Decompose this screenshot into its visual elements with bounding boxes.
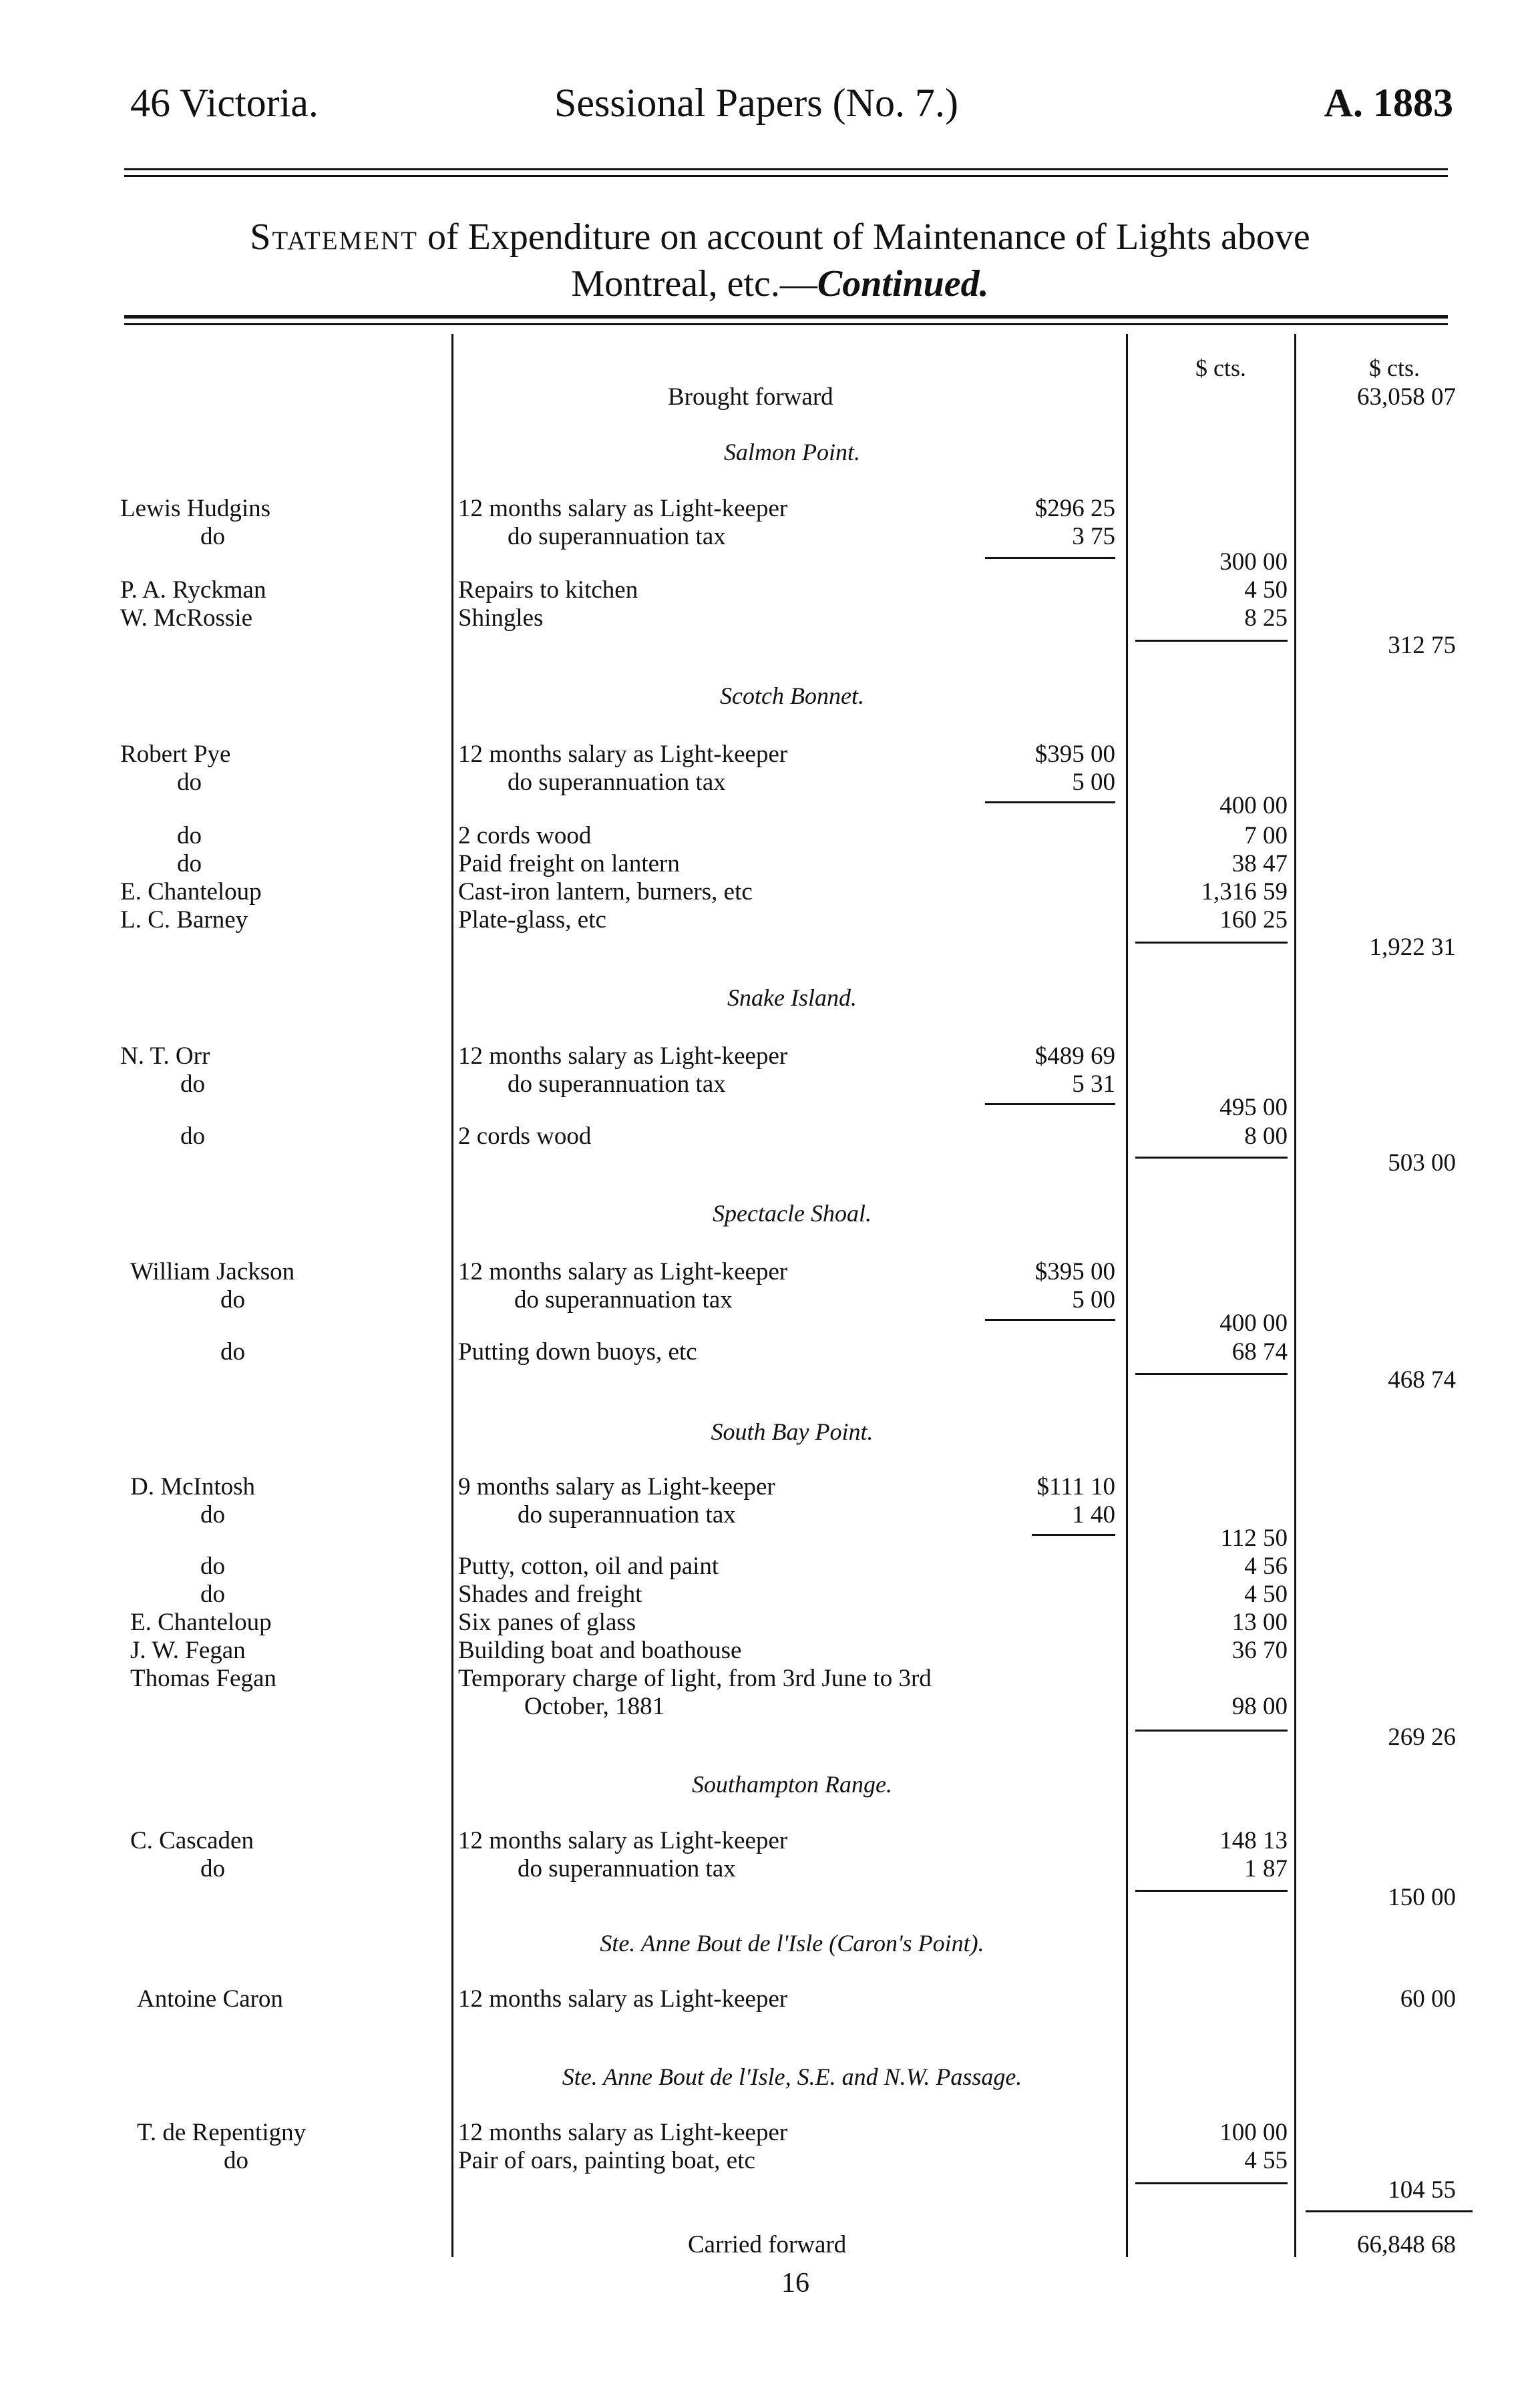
description: Putty, cotton, oil and paint	[458, 1553, 719, 1580]
table-row	[0, 1122, 1540, 1151]
payee: do	[177, 850, 202, 877]
section-total-row	[0, 933, 1540, 962]
description: Paid freight on lantern	[458, 850, 680, 877]
table-row	[0, 1580, 1540, 1609]
title-lead: Statement	[250, 216, 419, 258]
description: Repairs to kitchen	[458, 576, 638, 604]
description: 12 months salary as Light-keeper	[458, 741, 788, 768]
description: do superannuation tax	[514, 1286, 733, 1314]
amount: 400 00	[1219, 792, 1288, 819]
brought-forward-label: Brought forward	[668, 383, 833, 411]
table-row	[0, 1636, 1540, 1665]
section-total: 104 55	[1388, 2176, 1456, 2204]
table-row	[0, 1472, 1540, 1502]
table-row	[0, 1826, 1540, 1856]
column-head-1: $ cts.	[1195, 355, 1246, 381]
section-caption-text: Ste. Anne Bout de l'Isle, S.E. and N.W. Passage.	[562, 2063, 1022, 2090]
amount: 1,316 59	[1201, 878, 1288, 906]
amount-row	[0, 1309, 1540, 1338]
payee: P. A. Ryckman	[120, 576, 266, 604]
payee: do	[200, 523, 225, 550]
description: October, 1881	[524, 1693, 665, 1720]
amount: 8 25	[1244, 604, 1288, 632]
amount: 4 55	[1244, 2147, 1288, 2174]
table-row	[0, 2118, 1540, 2148]
payee: W. McRossie	[120, 604, 253, 632]
amount: 112 50	[1220, 1525, 1288, 1552]
title-rule-1	[124, 315, 1448, 319]
header-rule-top	[124, 168, 1448, 170]
sub-amount: 1 40	[1072, 1501, 1115, 1529]
section-total: 150 00	[1388, 1884, 1456, 1911]
payee: T. de Repentigny	[137, 2119, 307, 2146]
section-caption-text: Salmon Point.	[724, 439, 860, 465]
amount: 98 00	[1231, 1693, 1288, 1720]
description: 12 months salary as Light-keeper	[458, 1985, 788, 2013]
column-head-2: $ cts.	[1369, 355, 1420, 381]
amount-row	[0, 1093, 1540, 1123]
table-row	[0, 2146, 1540, 2176]
section-caption-text: Spectacle Shoal.	[713, 1200, 872, 1227]
amount: 148 13	[1219, 1827, 1288, 1854]
payee: Robert Pye	[120, 741, 231, 768]
brought-forward-total: 63,058 07	[1357, 383, 1456, 411]
description: 12 months salary as Light-keeper	[458, 1042, 788, 1070]
carried-forward-total: 66,848 68	[1357, 2231, 1456, 2258]
sub-amount: $296 25	[1034, 495, 1115, 522]
payee: do	[200, 1581, 225, 1608]
payee: J. W. Fegan	[130, 1637, 246, 1664]
table-row	[0, 1042, 1540, 1071]
header-rule-bottom	[124, 175, 1448, 177]
amount: 13 00	[1231, 1609, 1288, 1636]
table-row	[0, 906, 1540, 935]
table-row	[0, 1552, 1540, 1581]
carried-forward-rule	[1306, 2210, 1473, 2212]
payee: William Jackson	[130, 1258, 295, 1285]
amount: 400 00	[1219, 1310, 1288, 1337]
amount: 38 47	[1231, 850, 1288, 877]
title-line1: of Expenditure on account of Maintenance of Lights above	[427, 216, 1310, 258]
section-caption-text: Snake Island.	[727, 984, 857, 1011]
payee: E. Chanteloup	[120, 878, 262, 906]
section-caption	[0, 1929, 1540, 1958]
payee: do	[180, 1070, 205, 1098]
payee: Antoine Caron	[137, 1985, 283, 2013]
section-total-row	[0, 2176, 1540, 2205]
payee: D. McIntosh	[130, 1473, 256, 1500]
section-total-row	[0, 1723, 1540, 1752]
amount: 160 25	[1219, 906, 1288, 934]
description: 2 cords wood	[458, 1123, 592, 1150]
carried-forward-row	[0, 2230, 1540, 2260]
payee: E. Chanteloup	[130, 1609, 272, 1636]
payee: L. C. Barney	[120, 906, 248, 934]
section-caption	[0, 1199, 1540, 1228]
payee: C. Cascaden	[130, 1827, 254, 1854]
brought-forward-row	[0, 383, 1540, 412]
payee: do	[220, 1338, 245, 1366]
payee: do	[200, 1501, 225, 1529]
table-row	[0, 1338, 1540, 1367]
amount-row	[0, 791, 1540, 821]
section-caption	[0, 983, 1540, 1012]
payee: N. T. Orr	[120, 1042, 210, 1070]
amount: 1 87	[1244, 1855, 1288, 1882]
sub-amount: $395 00	[1034, 1258, 1115, 1285]
payee: do	[180, 1123, 205, 1150]
section-total: 269 26	[1388, 1724, 1456, 1751]
description: 2 cords wood	[458, 822, 592, 849]
payee: do	[200, 1553, 225, 1580]
section-total: 60 00	[1400, 1985, 1456, 2013]
description: do superannuation tax	[518, 1501, 736, 1529]
amount: 495 00	[1219, 1094, 1288, 1121]
section-total-row	[0, 1883, 1540, 1913]
amount: 7 00	[1244, 822, 1288, 849]
description: Plate-glass, etc	[458, 906, 606, 934]
description: Six panes of glass	[458, 1609, 636, 1636]
sub-amount: 5 00	[1072, 1286, 1115, 1314]
payee: do	[177, 769, 202, 796]
table-row	[0, 1985, 1540, 2014]
sub-amount: $489 69	[1034, 1042, 1115, 1070]
amount: 300 00	[1219, 548, 1288, 576]
payee: Lewis Hudgins	[120, 495, 271, 522]
payee: do	[220, 1286, 245, 1314]
sub-amount: $111 10	[1036, 1473, 1115, 1500]
description: 9 months salary as Light-keeper	[458, 1473, 775, 1500]
page-number: 16	[781, 2268, 809, 2298]
section-total-row	[0, 631, 1540, 660]
section-total-row	[0, 1366, 1540, 1395]
title-rule-2	[124, 323, 1448, 325]
amount: 68 74	[1231, 1338, 1288, 1366]
section-caption-text: Southampton Range.	[692, 1771, 892, 1798]
table-row	[0, 1692, 1540, 1722]
description: Putting down buoys, etc	[458, 1338, 697, 1366]
section-caption	[0, 1770, 1540, 1799]
header-session: 46 Victoria.	[130, 81, 319, 125]
table-row	[0, 1664, 1540, 1693]
description: Shades and freight	[458, 1581, 642, 1608]
section-total: 312 75	[1388, 632, 1456, 659]
header-year: A. 1883	[1324, 81, 1453, 125]
description: Temporary charge of light, from 3rd June to 3rd	[458, 1665, 932, 1692]
description: Building boat and boathouse	[458, 1637, 742, 1664]
section-caption-text: Scotch Bonnet.	[720, 682, 864, 709]
description: 12 months salary as Light-keeper	[458, 1258, 788, 1285]
table-row	[0, 576, 1540, 605]
payee: do	[177, 822, 202, 849]
sub-amount: $395 00	[1034, 741, 1115, 768]
table-row	[0, 1608, 1540, 1637]
section-caption	[0, 437, 1540, 467]
section-caption-text: South Bay Point.	[711, 1418, 874, 1445]
description: do superannuation tax	[508, 523, 726, 550]
amount: 4 50	[1244, 576, 1288, 604]
table-row	[0, 849, 1540, 879]
section-total-row	[0, 1149, 1540, 1178]
description: Cast-iron lantern, burners, etc	[458, 878, 753, 906]
table-row	[0, 1854, 1540, 1884]
sub-amount: 3 75	[1072, 523, 1115, 550]
payee: do	[200, 1855, 225, 1882]
title-line2: Montreal, etc.—	[571, 263, 817, 305]
section-total: 503 00	[1388, 1149, 1456, 1177]
description: 12 months salary as Light-keeper	[458, 1827, 788, 1854]
table-row	[0, 740, 1540, 769]
sub-amount: 5 00	[1072, 769, 1115, 796]
description: 12 months salary as Light-keeper	[458, 495, 788, 522]
table-row	[0, 604, 1540, 633]
table-row	[0, 494, 1540, 524]
amount: 4 50	[1244, 1581, 1288, 1608]
description: Pair of oars, painting boat, etc	[458, 2147, 755, 2174]
table-row	[0, 1257, 1540, 1287]
payee: do	[224, 2147, 248, 2174]
payee: Thomas Fegan	[130, 1665, 276, 1692]
amount: 4 56	[1244, 1553, 1288, 1580]
amount-row	[0, 548, 1540, 577]
amount: 100 00	[1219, 2119, 1288, 2146]
amount-row	[0, 1524, 1540, 1553]
header-papers: Sessional Papers (No. 7.)	[554, 81, 958, 125]
description: do superannuation tax	[508, 769, 726, 796]
table-row	[0, 877, 1540, 907]
amount: 36 70	[1231, 1637, 1288, 1664]
sub-amount: 5 31	[1072, 1070, 1115, 1098]
section-caption	[0, 2062, 1540, 2091]
amount: 8 00	[1244, 1123, 1288, 1150]
section-total: 468 74	[1388, 1366, 1456, 1394]
section-caption	[0, 1417, 1540, 1446]
description: do superannuation tax	[508, 1070, 726, 1098]
section-caption	[0, 681, 1540, 711]
carried-forward-label: Carried forward	[688, 2231, 847, 2258]
section-caption-text: Ste. Anne Bout de l'Isle (Caron's Point).	[600, 1930, 984, 1957]
description: do superannuation tax	[518, 1855, 736, 1882]
page-title	[107, 214, 1453, 307]
description: 12 months salary as Light-keeper	[458, 2119, 788, 2146]
description: Shingles	[458, 604, 544, 632]
table-row	[0, 821, 1540, 851]
section-total: 1,922 31	[1369, 934, 1456, 961]
title-continued: Continued.	[817, 263, 989, 305]
